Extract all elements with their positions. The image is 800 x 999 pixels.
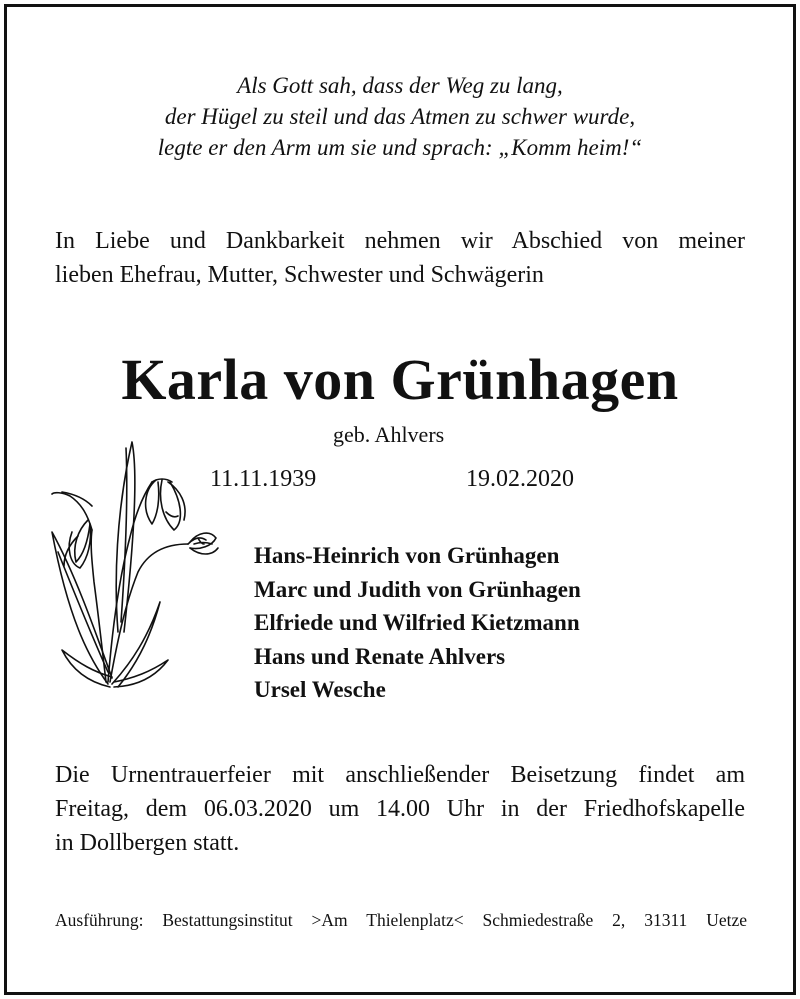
intro-line-1: In Liebe und Dankbarkeit nehmen wir Abschied von meiner — [55, 228, 745, 254]
mourners-list — [254, 539, 581, 707]
mourner-name: Hans und Renate Ahlvers — [254, 643, 506, 669]
service-line-2: Freitag, dem 06.03.2020 um 14.00 Uhr in der Friedhofskapelle — [55, 796, 745, 822]
intro-line-2: lieben Ehefrau, Mutter, Schwester und Schwägerin — [55, 262, 544, 288]
snowdrop-flower-icon — [48, 432, 220, 694]
mourner-name: Hans-Heinrich von Grünhagen — [254, 543, 560, 568]
service-info — [55, 758, 745, 860]
mourner-name: Marc und Judith von Grünhagen — [254, 576, 581, 602]
death-date: 19.02.2020 — [466, 466, 574, 492]
deceased-name: Karla von Grünhagen — [121, 347, 679, 412]
service-line-1: Die Urnentrauerfeier mit anschließender Beisetzung findet am — [55, 762, 745, 788]
birth-date: 11.11.1939 — [210, 466, 317, 492]
poem-line-2: der Hügel zu steil und das Atmen zu schwer wurde, — [164, 104, 636, 129]
intro-text — [55, 224, 745, 292]
poem-line-3: legte er den Arm um sie und sprach: „Komm heim!“ — [157, 135, 643, 160]
poem — [0, 70, 800, 163]
poem-line-1: Als Gott sah, dass der Weg zu lang, — [237, 73, 563, 98]
birth-name: geb. Ahlvers — [333, 422, 445, 447]
mourner-name: Ursel Wesche — [254, 677, 386, 702]
mourner-name: Elfriede und Wilfried Kietzmann — [254, 610, 580, 635]
service-line-3: in Dollbergen statt. — [55, 830, 240, 856]
funeral-home-footer: Ausführung: Bestattungsinstitut >Am Thielenplatz< Schmiedestraße 2, 31311 Uetze — [55, 910, 747, 930]
